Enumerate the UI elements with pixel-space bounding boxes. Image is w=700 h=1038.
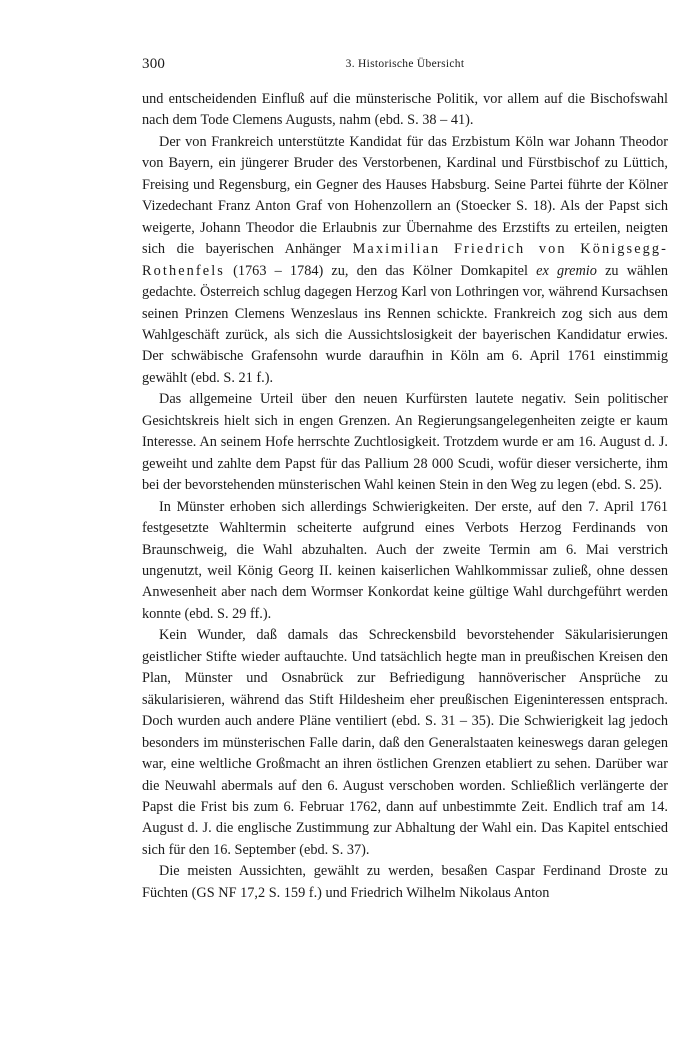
paragraph-4 — [142, 497, 668, 626]
document-page — [142, 56, 668, 904]
running-header — [142, 56, 668, 80]
body-text — [142, 89, 668, 904]
paragraph-2 — [142, 132, 668, 389]
spaced-name: Maximilian Friedrich von Königsegg-Rothenfels — [142, 241, 669, 279]
paragraph-text: Die meisten Aussichten, gewählt zu werden, besaßen Caspar Ferdinand Droste zu Füchten (GS NF 17,2 S. 159 f.) und Friedrich Wilhelm Nikolaus Anton — [142, 863, 668, 901]
page-number: 300 — [142, 56, 166, 72]
italic-phrase: ex gremio — [536, 262, 597, 279]
paragraph-3 — [142, 389, 668, 496]
paragraph-text: zu wählen gedachte. Österreich schlug dagegen Herzog Karl von Lothringen vor, während Kursachsen seinen Prinzen Clemens Wenzeslaus ins Rennen schickte. Frankreich zog sich aus dem Wahlgeschäft zurück, als sich die Aussichtslosigkeit der bayerischen Kandidatur erwies. Der schwäbische Grafensohn wurde daraufhin in Köln am 6. April 1761 einstimmig gewählt (ebd. S. 21 f.). — [142, 262, 669, 386]
paragraph-text: In Münster erhoben sich allerdings Schwierigkeiten. Der erste, auf den 7. April 1761 festgesetzte Wahltermin scheiterte aufgrund eines Verbots Herzog Ferdinands von Braunschweig, die Wahl abzuhalten. Auch der zweite Termin am 6. Mai verstrich ungenutzt, weil König Georg II. keinen kaiserlichen Wahlkommissar zuließ, ohne dessen Anwesenheit aber nach dem Wormser Konkordat keine gültige Wahl durchgeführt werden konnte (ebd. S. 29 ff.). — [142, 498, 668, 622]
paragraph-5 — [142, 625, 668, 861]
paragraph-1 — [142, 89, 668, 132]
paragraph-text: und entscheidenden Einfluß auf die münsterische Politik, vor allem auf die Bischofswahl nach dem Tode Clemens Augusts, nahm (ebd. S. 38 – 41). — [142, 91, 668, 129]
paragraph-6 — [142, 861, 668, 904]
paragraph-text: Kein Wunder, daß damals das Schreckensbild bevorstehender Säkularisierungen geistlicher Stifte wieder auftauchte. Und tatsächlich hegte man in preußischen Kreisen den Plan, Münster und Osnabrück zur Befriedigung hannöverischer Ansprüche zu säkularisieren, während das Stift Hildesheim eher preußischen Eigeninteressen entsprach. Doch wurden auch andere Pläne ventiliert (ebd. S. 31 – 35). Die Schwierigkeit lag jedoch besonders im münsterischen Falle darin, daß den Generalstaaten keineswegs daran gelegen war, eine weltliche Großmacht an ihren östlichen Grenzen etabliert zu sehen. Darüber war die Neuwahl abermals auf den 6. August verschoben worden. Schließlich verlängerte der Papst die Frist bis zum 6. Februar 1762, dann auf unbestimmte Zeit. Endlich traf am 14. August d. J. die englische Zustimmung zur Abhaltung der Wahl ein. Das Kapitel entschied sich für den 16. September (ebd. S. 37). — [142, 627, 668, 858]
paragraph-text: (1763 – 1784) zu, den das Kölner Domkapitel — [233, 262, 528, 279]
paragraph-text: Der von Frankreich unterstützte Kandidat für das Erzbistum Köln war Johann Theodor von Bayern, ein jüngerer Bruder des Verstorbenen, Kardinal und Fürstbischof zu Lüttich, Freising und Regensburg, ein Gegner des Hauses Habsburg. Seine Partei führte der Kölner Vizedechant Franz Anton Graf von Hohenzollern an (Stoecker S. 18). Als der Papst sich weigerte, Johann Theodor die Erlaubnis zur Übernahme des Erzstifts zu erteilen, neigten sich die bayerischen Anhänger — [142, 133, 668, 258]
paragraph-text: Das allgemeine Urteil über den neuen Kurfürsten lautete negativ. Sein politischer Gesichtskreis hielt sich in engen Grenzen. An Regierungsangelegenheiten zeigte er kaum Interesse. An seinem Hofe herrschte Zuchtlosigkeit. Trotzdem wurde er am 16. August d. J. geweiht und zahlte dem Papst für das Pallium 28 000 Scudi, wofür dieser versicherte, ihm bei der bevorstehenden münsterischen Wahl keinen Stein in den Weg zu legen (ebd. S. 25). — [142, 391, 668, 494]
section-title: 3. Historische Übersicht — [345, 58, 465, 70]
